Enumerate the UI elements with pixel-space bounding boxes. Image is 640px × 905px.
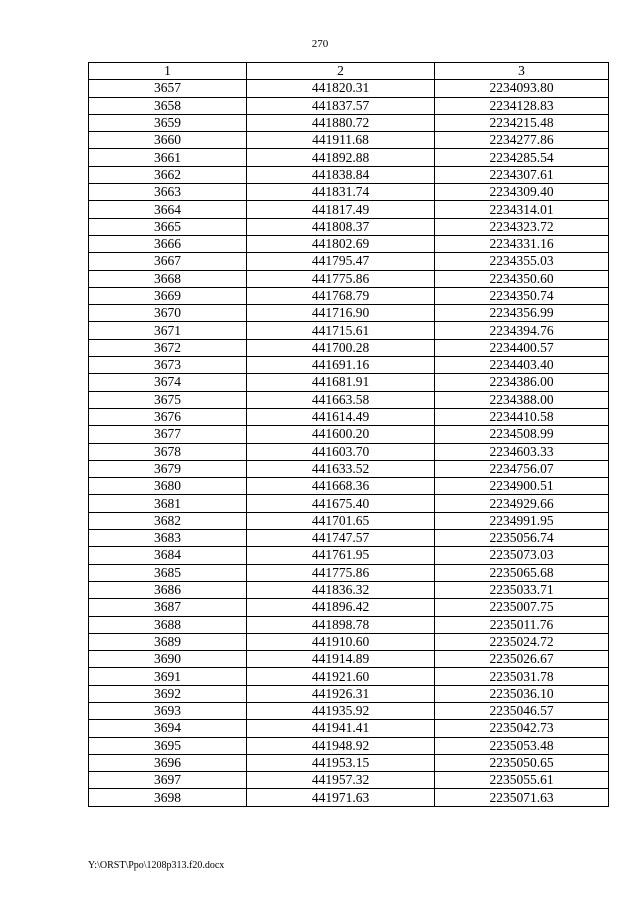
point-number-cell: 3697 — [89, 772, 247, 789]
point-number-cell: 3673 — [89, 357, 247, 374]
table-row — [89, 564, 609, 581]
y-coordinate-cell: 2235053.48 — [435, 737, 609, 754]
table-row — [89, 235, 609, 252]
table-row — [89, 218, 609, 235]
table-row — [89, 374, 609, 391]
y-coordinate-cell: 2234386.00 — [435, 374, 609, 391]
table-row — [89, 253, 609, 270]
table-row — [89, 685, 609, 702]
y-coordinate-cell: 2234323.72 — [435, 218, 609, 235]
point-number-cell: 3677 — [89, 426, 247, 443]
table-row — [89, 408, 609, 425]
table-row — [89, 720, 609, 737]
y-coordinate-cell: 2234400.57 — [435, 339, 609, 356]
table-row — [89, 581, 609, 598]
table-row — [89, 616, 609, 633]
y-coordinate-cell: 2235055.61 — [435, 772, 609, 789]
table-row — [89, 357, 609, 374]
y-coordinate-cell: 2235073.03 — [435, 547, 609, 564]
x-coordinate-cell: 441820.31 — [247, 80, 435, 97]
y-coordinate-cell: 2235007.75 — [435, 599, 609, 616]
point-number-cell: 3691 — [89, 668, 247, 685]
y-coordinate-cell: 2234900.51 — [435, 478, 609, 495]
point-number-cell: 3674 — [89, 374, 247, 391]
y-coordinate-cell: 2235042.73 — [435, 720, 609, 737]
x-coordinate-cell: 441911.68 — [247, 132, 435, 149]
y-coordinate-cell: 2235065.68 — [435, 564, 609, 581]
y-coordinate-cell: 2234307.61 — [435, 166, 609, 183]
table-header-row — [89, 63, 609, 80]
y-coordinate-cell: 2234128.83 — [435, 97, 609, 114]
point-number-cell: 3696 — [89, 754, 247, 771]
y-coordinate-cell: 2234394.76 — [435, 322, 609, 339]
x-coordinate-cell: 441691.16 — [247, 357, 435, 374]
x-coordinate-cell: 441795.47 — [247, 253, 435, 270]
point-number-cell: 3681 — [89, 495, 247, 512]
x-coordinate-cell: 441957.32 — [247, 772, 435, 789]
point-number-cell: 3676 — [89, 408, 247, 425]
x-coordinate-cell: 441910.60 — [247, 633, 435, 650]
x-coordinate-cell: 441675.40 — [247, 495, 435, 512]
x-coordinate-cell: 441633.52 — [247, 460, 435, 477]
page-number: 270 — [311, 38, 329, 50]
table-row — [89, 166, 609, 183]
table-row — [89, 391, 609, 408]
y-coordinate-cell: 2235026.67 — [435, 651, 609, 668]
x-coordinate-cell: 441775.86 — [247, 270, 435, 287]
table-row — [89, 668, 609, 685]
y-coordinate-cell: 2234403.40 — [435, 357, 609, 374]
x-coordinate-cell: 441831.74 — [247, 184, 435, 201]
x-coordinate-cell: 441603.70 — [247, 443, 435, 460]
point-number-cell: 3665 — [89, 218, 247, 235]
x-coordinate-cell: 441761.95 — [247, 547, 435, 564]
y-coordinate-cell: 2234215.48 — [435, 114, 609, 131]
y-coordinate-cell: 2235056.74 — [435, 530, 609, 547]
table-row — [89, 114, 609, 131]
x-coordinate-cell: 441668.36 — [247, 478, 435, 495]
column-header-2: 2 — [247, 63, 435, 80]
table-row — [89, 772, 609, 789]
table-row — [89, 754, 609, 771]
y-coordinate-cell: 2234929.66 — [435, 495, 609, 512]
x-coordinate-cell: 441715.61 — [247, 322, 435, 339]
table-row — [89, 270, 609, 287]
y-coordinate-cell: 2235050.65 — [435, 754, 609, 771]
column-header-1: 1 — [89, 63, 247, 80]
y-coordinate-cell: 2235033.71 — [435, 581, 609, 598]
y-coordinate-cell: 2234756.07 — [435, 460, 609, 477]
y-coordinate-cell: 2234314.01 — [435, 201, 609, 218]
point-number-cell: 3692 — [89, 685, 247, 702]
table-row — [89, 339, 609, 356]
point-number-cell: 3664 — [89, 201, 247, 218]
x-coordinate-cell: 441896.42 — [247, 599, 435, 616]
table-row — [89, 460, 609, 477]
y-coordinate-cell: 2235011.76 — [435, 616, 609, 633]
table-row — [89, 789, 609, 806]
x-coordinate-cell: 441837.57 — [247, 97, 435, 114]
coordinates-table — [88, 62, 609, 807]
table-row — [89, 651, 609, 668]
x-coordinate-cell: 441614.49 — [247, 408, 435, 425]
x-coordinate-cell: 441838.84 — [247, 166, 435, 183]
x-coordinate-cell: 441802.69 — [247, 235, 435, 252]
table-row — [89, 547, 609, 564]
point-number-cell: 3689 — [89, 633, 247, 650]
x-coordinate-cell: 441880.72 — [247, 114, 435, 131]
point-number-cell: 3693 — [89, 702, 247, 719]
point-number-cell: 3680 — [89, 478, 247, 495]
table-row — [89, 184, 609, 201]
point-number-cell: 3684 — [89, 547, 247, 564]
point-number-cell: 3690 — [89, 651, 247, 668]
y-coordinate-cell: 2234991.95 — [435, 512, 609, 529]
x-coordinate-cell: 441701.65 — [247, 512, 435, 529]
footer-file-path: Y:\ORST\Ppo\1208p313.f20.docx — [88, 860, 225, 871]
x-coordinate-cell: 441600.20 — [247, 426, 435, 443]
x-coordinate-cell: 441836.32 — [247, 581, 435, 598]
point-number-cell: 3659 — [89, 114, 247, 131]
table-row — [89, 702, 609, 719]
point-number-cell: 3667 — [89, 253, 247, 270]
y-coordinate-cell: 2234355.03 — [435, 253, 609, 270]
point-number-cell: 3661 — [89, 149, 247, 166]
point-number-cell: 3671 — [89, 322, 247, 339]
point-number-cell: 3679 — [89, 460, 247, 477]
y-coordinate-cell: 2235071.63 — [435, 789, 609, 806]
x-coordinate-cell: 441817.49 — [247, 201, 435, 218]
point-number-cell: 3657 — [89, 80, 247, 97]
x-coordinate-cell: 441716.90 — [247, 305, 435, 322]
y-coordinate-cell: 2234356.99 — [435, 305, 609, 322]
table-row — [89, 426, 609, 443]
table-row — [89, 97, 609, 114]
x-coordinate-cell: 441941.41 — [247, 720, 435, 737]
point-number-cell: 3658 — [89, 97, 247, 114]
y-coordinate-cell: 2234603.33 — [435, 443, 609, 460]
y-coordinate-cell: 2234277.86 — [435, 132, 609, 149]
y-coordinate-cell: 2234331.16 — [435, 235, 609, 252]
table-row — [89, 149, 609, 166]
table-row — [89, 599, 609, 616]
table-row — [89, 512, 609, 529]
x-coordinate-cell: 441914.89 — [247, 651, 435, 668]
y-coordinate-cell: 2234388.00 — [435, 391, 609, 408]
point-number-cell: 3672 — [89, 339, 247, 356]
point-number-cell: 3698 — [89, 789, 247, 806]
table-row — [89, 80, 609, 97]
x-coordinate-cell: 441898.78 — [247, 616, 435, 633]
point-number-cell: 3663 — [89, 184, 247, 201]
point-number-cell: 3660 — [89, 132, 247, 149]
x-coordinate-cell: 441971.63 — [247, 789, 435, 806]
y-coordinate-cell: 2235036.10 — [435, 685, 609, 702]
y-coordinate-cell: 2234309.40 — [435, 184, 609, 201]
x-coordinate-cell: 441926.31 — [247, 685, 435, 702]
table-row — [89, 132, 609, 149]
x-coordinate-cell: 441681.91 — [247, 374, 435, 391]
y-coordinate-cell: 2234285.54 — [435, 149, 609, 166]
table-row — [89, 495, 609, 512]
y-coordinate-cell: 2235046.57 — [435, 702, 609, 719]
column-header-3: 3 — [435, 63, 609, 80]
point-number-cell: 3668 — [89, 270, 247, 287]
point-number-cell: 3695 — [89, 737, 247, 754]
table-row — [89, 305, 609, 322]
point-number-cell: 3688 — [89, 616, 247, 633]
x-coordinate-cell: 441768.79 — [247, 287, 435, 304]
x-coordinate-cell: 441663.58 — [247, 391, 435, 408]
point-number-cell: 3675 — [89, 391, 247, 408]
y-coordinate-cell: 2234093.80 — [435, 80, 609, 97]
x-coordinate-cell: 441747.57 — [247, 530, 435, 547]
point-number-cell: 3682 — [89, 512, 247, 529]
table-row — [89, 530, 609, 547]
point-number-cell: 3683 — [89, 530, 247, 547]
table-row — [89, 201, 609, 218]
x-coordinate-cell: 441921.60 — [247, 668, 435, 685]
y-coordinate-cell: 2235031.78 — [435, 668, 609, 685]
table-row — [89, 737, 609, 754]
table-body — [89, 80, 609, 806]
point-number-cell: 3678 — [89, 443, 247, 460]
point-number-cell: 3694 — [89, 720, 247, 737]
point-number-cell: 3685 — [89, 564, 247, 581]
y-coordinate-cell: 2234350.60 — [435, 270, 609, 287]
x-coordinate-cell: 441892.88 — [247, 149, 435, 166]
table-row — [89, 633, 609, 650]
point-number-cell: 3686 — [89, 581, 247, 598]
x-coordinate-cell: 441808.37 — [247, 218, 435, 235]
point-number-cell: 3687 — [89, 599, 247, 616]
table-row — [89, 322, 609, 339]
y-coordinate-cell: 2234410.58 — [435, 408, 609, 425]
y-coordinate-cell: 2235024.72 — [435, 633, 609, 650]
x-coordinate-cell: 441775.86 — [247, 564, 435, 581]
point-number-cell: 3670 — [89, 305, 247, 322]
point-number-cell: 3662 — [89, 166, 247, 183]
table-row — [89, 478, 609, 495]
y-coordinate-cell: 2234508.99 — [435, 426, 609, 443]
x-coordinate-cell: 441700.28 — [247, 339, 435, 356]
x-coordinate-cell: 441935.92 — [247, 702, 435, 719]
point-number-cell: 3669 — [89, 287, 247, 304]
table-row — [89, 443, 609, 460]
y-coordinate-cell: 2234350.74 — [435, 287, 609, 304]
point-number-cell: 3666 — [89, 235, 247, 252]
table-row — [89, 287, 609, 304]
x-coordinate-cell: 441948.92 — [247, 737, 435, 754]
x-coordinate-cell: 441953.15 — [247, 754, 435, 771]
